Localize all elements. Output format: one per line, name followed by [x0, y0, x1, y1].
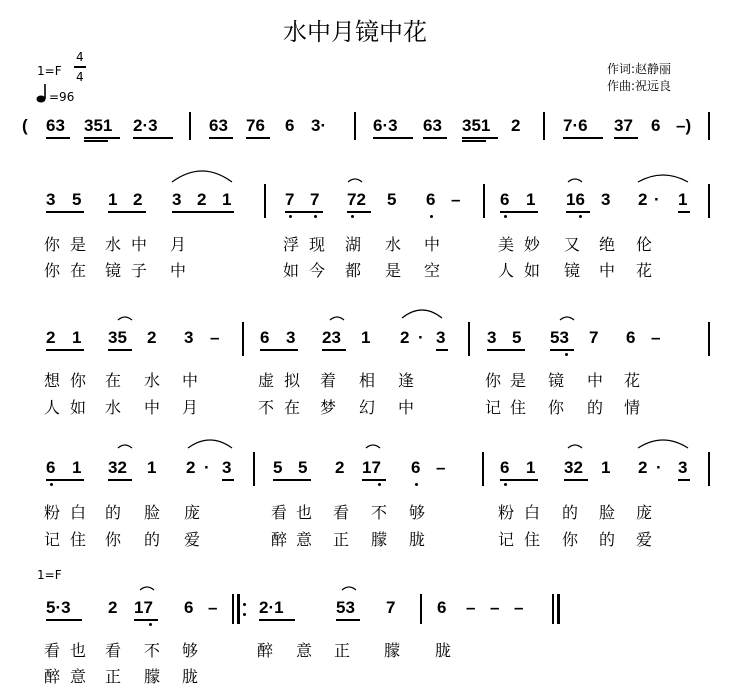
repeat-dot [243, 613, 246, 616]
underline [566, 211, 590, 213]
note: – [514, 598, 524, 617]
note: 7 [386, 598, 396, 617]
note: 6 [411, 458, 421, 477]
lyric-syllable: 白 [524, 503, 541, 522]
note: 2·3 [133, 116, 158, 135]
note: – [466, 598, 476, 617]
lyric-syllable: 逢 [398, 371, 415, 390]
note: · [656, 458, 662, 477]
note: 7 [285, 190, 295, 209]
lyric-syllable: 月 [170, 235, 187, 254]
note: · [418, 328, 424, 347]
key-signature: 1=F [37, 64, 62, 78]
lyric-syllable: 够 [409, 503, 426, 522]
lyric-syllable: 意 [296, 641, 313, 660]
note: 2·1 [259, 598, 284, 617]
note: 2 [186, 458, 196, 477]
note: 5 [298, 458, 308, 477]
bar-line [482, 452, 484, 486]
note: 1 [678, 190, 688, 209]
note: 5 [72, 190, 82, 209]
lyric-syllable: 如 [70, 398, 87, 417]
low-octave-dot [314, 215, 317, 218]
note: 7 [589, 328, 599, 347]
underline [84, 137, 120, 139]
note: 3· [311, 116, 327, 135]
lyric-syllable: 想 [44, 371, 61, 390]
lyric-syllable: 你 [562, 530, 579, 549]
lyric-syllable: 都 [345, 261, 362, 280]
bar-line [483, 184, 485, 218]
low-octave-dot [579, 215, 582, 218]
lyric-syllable: 中 [599, 261, 616, 280]
low-octave-dot [504, 215, 507, 218]
underline [46, 479, 84, 481]
lyric-syllable: 也 [296, 503, 313, 522]
note: 23 [322, 328, 341, 347]
note: 6 [437, 598, 447, 617]
lyric-syllable: 醉 [44, 667, 61, 686]
underline [347, 211, 371, 213]
low-octave-dot [415, 483, 418, 486]
note: 32 [564, 458, 583, 477]
lyric-syllable: 水 [385, 235, 402, 254]
lyric-syllable: 不 [258, 398, 275, 417]
lyric-syllable: 你 [485, 371, 502, 390]
lyric-syllable: 粉 [498, 503, 515, 522]
repeat-thin-line [232, 594, 234, 624]
note: 16 [566, 190, 585, 209]
underline [259, 619, 295, 621]
underline [373, 137, 413, 139]
low-octave-dot [430, 215, 433, 218]
low-octave-dot [504, 483, 507, 486]
bar-line [708, 452, 710, 486]
lyric-syllable: 月 [182, 398, 199, 417]
note: 35 [108, 328, 127, 347]
underline [500, 211, 538, 213]
low-octave-dot [50, 483, 53, 486]
note: 5 [512, 328, 522, 347]
lyric-syllable: 朦 [384, 641, 401, 660]
note: 5 [387, 190, 397, 209]
note: 32 [108, 458, 127, 477]
lyric-syllable: 意 [70, 667, 87, 686]
repeat-thick-line [237, 594, 240, 624]
bar-line [543, 112, 545, 140]
note: 6 [260, 328, 270, 347]
note: 6 [285, 116, 295, 135]
underline [46, 349, 84, 351]
underline [550, 349, 574, 351]
note: 17 [362, 458, 381, 477]
note: 63 [423, 116, 442, 135]
song-title: 水中月镜中花 [283, 18, 427, 46]
lyric-syllable: 子 [131, 261, 148, 280]
bar-line [420, 594, 422, 624]
underline [362, 479, 386, 481]
lyric-syllable: 如 [524, 261, 541, 280]
underline [108, 211, 146, 213]
lyric-syllable: 你 [105, 530, 122, 549]
lyric-syllable: 中 [131, 235, 148, 254]
lyric-syllable: 不 [144, 641, 161, 660]
note: 6 [46, 458, 56, 477]
lyric-syllable: 着 [320, 371, 337, 390]
underline [487, 349, 525, 351]
note: 5·3 [46, 598, 71, 617]
underline [614, 137, 638, 139]
underline [678, 479, 690, 481]
note: 1 [72, 458, 82, 477]
underline [46, 211, 84, 213]
lyric-syllable: 妙 [524, 235, 541, 254]
lyric-syllable: 中 [144, 398, 161, 417]
underline [260, 349, 298, 351]
low-octave-dot [149, 623, 152, 626]
lyric-syllable: 花 [624, 371, 641, 390]
note: 63 [46, 116, 65, 135]
low-octave-dot [351, 215, 354, 218]
lyric-syllable: 又 [564, 235, 581, 254]
underline [462, 137, 498, 139]
lyric-syllable: 湖 [345, 235, 362, 254]
lyric-syllable: 今 [309, 261, 326, 280]
lyric-syllable: 相 [359, 371, 376, 390]
note: 1 [108, 190, 118, 209]
low-octave-dot [378, 483, 381, 486]
underline [500, 479, 538, 481]
lyric-syllable: 够 [182, 641, 199, 660]
lyric-syllable: 镜 [105, 261, 122, 280]
underline [134, 619, 158, 621]
note-paren-close: –) [676, 116, 692, 135]
underline [285, 211, 323, 213]
lyric-syllable: 是 [70, 235, 87, 254]
note: 3 [487, 328, 497, 347]
underline [246, 137, 270, 139]
bar-line [708, 112, 710, 140]
lyric-syllable: 白 [70, 503, 87, 522]
low-octave-dot [289, 215, 292, 218]
note: 351 [462, 116, 491, 135]
note: 1 [601, 458, 611, 477]
lyric-syllable: 幻 [359, 398, 376, 417]
lyric-syllable: 胧 [182, 667, 199, 686]
bar-line [253, 452, 255, 486]
lyric-syllable: 也 [70, 641, 87, 660]
lyric-syllable: 在 [284, 398, 301, 417]
lyric-syllable: 看 [105, 641, 122, 660]
underline [108, 349, 132, 351]
note: 6 [651, 116, 661, 135]
lyric-syllable: 的 [562, 503, 579, 522]
note: – [651, 328, 661, 347]
lyric-syllable: 人 [498, 261, 515, 280]
note: – [490, 598, 500, 617]
repeat-dot [243, 603, 246, 606]
note: 1 [222, 190, 232, 209]
lyric-syllable: 人 [44, 398, 61, 417]
note: 2 [108, 598, 118, 617]
note: 37 [614, 116, 633, 135]
lyric-syllable: 的 [144, 530, 161, 549]
bar-line [468, 322, 470, 356]
lyric-syllable: 意 [296, 530, 313, 549]
underline [133, 137, 173, 139]
lyric-syllable: 中 [182, 371, 199, 390]
lyric-syllable: 庞 [184, 503, 201, 522]
note: 1 [361, 328, 371, 347]
underline [108, 479, 132, 481]
note: 6·3 [373, 116, 398, 135]
note: 76 [246, 116, 265, 135]
note: 53 [550, 328, 569, 347]
lyric-syllable: 在 [105, 371, 122, 390]
key-change: 1=F [37, 568, 62, 582]
note-paren-open: ( [22, 116, 28, 135]
bar-line [708, 322, 710, 356]
lyric-syllable: 记 [44, 530, 61, 549]
lyric-syllable: 庞 [636, 503, 653, 522]
lyric-syllable: 在 [70, 261, 87, 280]
lyric-syllable: 的 [599, 530, 616, 549]
note: 6 [426, 190, 436, 209]
lyric-syllable: 记 [498, 530, 515, 549]
lyric-syllable: 浮 [283, 235, 300, 254]
lyric-syllable: 中 [424, 235, 441, 254]
note: 3 [678, 458, 688, 477]
lyric-syllable: 你 [70, 371, 87, 390]
lyric-syllable: 不 [371, 503, 388, 522]
note: 17 [134, 598, 153, 617]
lyric-syllable: 脸 [144, 503, 161, 522]
note: 1 [526, 458, 536, 477]
note: – [451, 190, 461, 209]
underline [222, 479, 234, 481]
bar-line [264, 184, 266, 218]
lyric-syllable: 脸 [599, 503, 616, 522]
lyric-syllable: 水 [105, 398, 122, 417]
lyric-syllable: 虚 [258, 371, 275, 390]
lyric-syllable: 如 [283, 261, 300, 280]
note: 1 [526, 190, 536, 209]
lyric-syllable: 正 [334, 641, 351, 660]
lyric-syllable: 伦 [636, 235, 653, 254]
note: 2 [133, 190, 143, 209]
note: – [208, 598, 218, 617]
bar-line [242, 322, 244, 356]
note: 53 [336, 598, 355, 617]
note: 6 [500, 190, 510, 209]
lyric-syllable: 空 [424, 261, 441, 280]
lyric-syllable: 美 [498, 235, 515, 254]
lyric-syllable: 住 [524, 530, 541, 549]
note: 2 [638, 190, 648, 209]
lyric-syllable: 看 [271, 503, 288, 522]
underline [84, 140, 108, 142]
lyric-syllable: 绝 [599, 235, 616, 254]
note: 3 [601, 190, 611, 209]
underline [46, 137, 70, 139]
time-signature-top: 4 [76, 50, 84, 64]
lyric-syllable: 现 [309, 235, 326, 254]
lyric-syllable: 正 [333, 530, 350, 549]
lyric-syllable: 你 [44, 261, 61, 280]
time-signature-bottom: 4 [76, 70, 84, 84]
lyric-syllable: 是 [385, 261, 402, 280]
lyric-syllable: 是 [510, 371, 527, 390]
bar-line [189, 112, 191, 140]
lyric-syllable: 的 [105, 503, 122, 522]
lyric-syllable: 花 [636, 261, 653, 280]
lyric-syllable: 看 [44, 641, 61, 660]
note: 6 [500, 458, 510, 477]
composer-credit: 作曲:祝远良 [607, 79, 672, 93]
lyric-syllable: 镜 [564, 261, 581, 280]
lyric-syllable: 你 [548, 398, 565, 417]
lyric-syllable: 你 [44, 235, 61, 254]
note: – [436, 458, 446, 477]
lyric-syllable: 胧 [435, 641, 452, 660]
end-thick-line [557, 594, 560, 624]
end-thin-line [552, 594, 554, 624]
underline [462, 140, 486, 142]
lyric-syllable: 住 [70, 530, 87, 549]
note: 1 [147, 458, 157, 477]
lyric-syllable: 爱 [636, 530, 653, 549]
lyric-syllable: 胧 [409, 530, 426, 549]
note: 3 [436, 328, 446, 347]
tempo-marking: =96 [49, 90, 75, 104]
lyric-syllable: 的 [587, 398, 604, 417]
lyric-syllable: 看 [333, 503, 350, 522]
note: 1 [72, 328, 82, 347]
lyric-syllable: 爱 [184, 530, 201, 549]
lyric-syllable: 水 [144, 371, 161, 390]
note: 351 [84, 116, 113, 135]
lyric-syllable: 醉 [257, 641, 274, 660]
lyric-syllable: 情 [624, 398, 641, 417]
lyric-syllable: 中 [587, 371, 604, 390]
low-octave-dot [565, 353, 568, 356]
note: 7·6 [563, 116, 588, 135]
lyric-syllable: 梦 [320, 398, 337, 417]
lyric-syllable: 拟 [284, 371, 301, 390]
underline [423, 137, 447, 139]
note: 2 [147, 328, 157, 347]
bar-line [708, 184, 710, 218]
note: 7 [310, 190, 320, 209]
underline [336, 619, 360, 621]
lyric-syllable: 正 [105, 667, 122, 686]
bar-line [354, 112, 356, 140]
underline [46, 619, 82, 621]
note: 72 [347, 190, 366, 209]
note: 6 [626, 328, 636, 347]
note: 3 [172, 190, 182, 209]
note: 2 [400, 328, 410, 347]
lyric-syllable: 中 [170, 261, 187, 280]
note: 2 [335, 458, 345, 477]
underline [563, 137, 603, 139]
underline [172, 211, 234, 213]
note: · [654, 190, 660, 209]
note: 2 [197, 190, 207, 209]
note: 6 [184, 598, 194, 617]
note: · [204, 458, 210, 477]
lyric-syllable: 醉 [271, 530, 288, 549]
note: 2 [638, 458, 648, 477]
underline [436, 349, 448, 351]
note: 5 [273, 458, 283, 477]
note: 3 [184, 328, 194, 347]
lyric-syllable: 朦 [144, 667, 161, 686]
lyric-syllable: 记 [485, 398, 502, 417]
lyric-syllable: 中 [398, 398, 415, 417]
underline [322, 349, 346, 351]
lyric-syllable: 住 [510, 398, 527, 417]
lyric-syllable: 朦 [371, 530, 388, 549]
underline [678, 211, 690, 213]
note: 3 [46, 190, 56, 209]
note: – [210, 328, 220, 347]
underline [273, 479, 311, 481]
lyricist-credit: 作词:赵静丽 [607, 62, 672, 76]
note: 3 [222, 458, 232, 477]
lyric-syllable: 粉 [44, 503, 61, 522]
underline [209, 137, 233, 139]
note: 2 [46, 328, 56, 347]
note: 3 [286, 328, 296, 347]
lyric-syllable: 镜 [548, 371, 565, 390]
note: 2 [511, 116, 521, 135]
note: 63 [209, 116, 228, 135]
lyric-syllable: 水 [105, 235, 122, 254]
underline [564, 479, 588, 481]
